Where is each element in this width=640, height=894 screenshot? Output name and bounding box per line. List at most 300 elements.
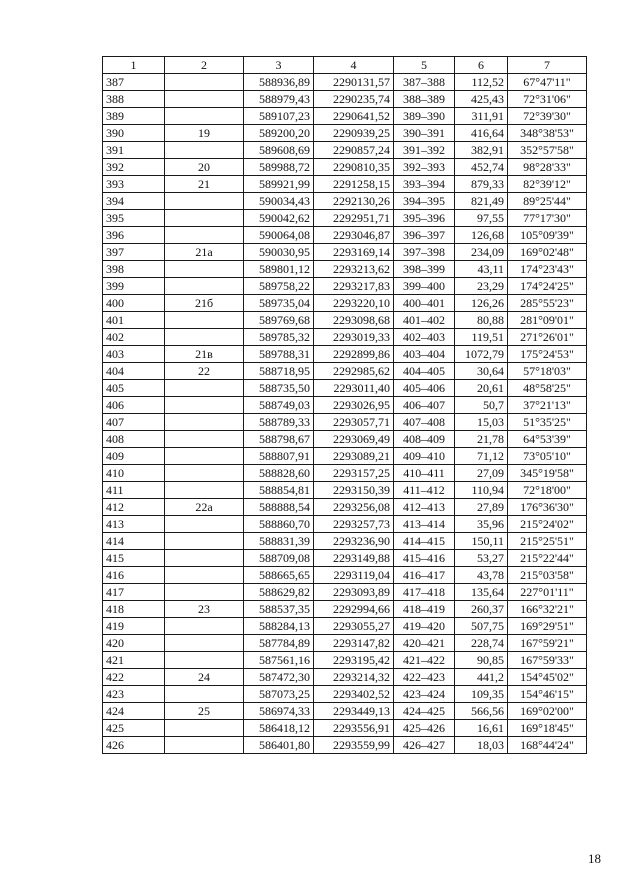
y-coordinate-cell: 2293093,89 <box>314 584 394 601</box>
point-number-cell: 426 <box>103 737 165 754</box>
x-coordinate-cell: 589801,12 <box>244 261 314 278</box>
segment-cell: 407–408 <box>394 414 455 431</box>
table-row <box>103 91 587 108</box>
length-cell: 135,64 <box>455 584 508 601</box>
segment-cell: 389–390 <box>394 108 455 125</box>
segment-cell: 397–398 <box>394 244 455 261</box>
segment-cell: 404–405 <box>394 363 455 380</box>
table-row <box>103 720 587 737</box>
x-coordinate-cell: 588854,81 <box>244 482 314 499</box>
landmark-id-cell <box>165 397 244 414</box>
point-number-cell: 420 <box>103 635 165 652</box>
segment-cell: 406–407 <box>394 397 455 414</box>
length-cell: 27,89 <box>455 499 508 516</box>
bearing-cell: 73°05'10" <box>508 448 587 465</box>
column-header: 6 <box>455 57 508 74</box>
bearing-cell: 98°28'33" <box>508 159 587 176</box>
bearing-cell: 154°46'15" <box>508 686 587 703</box>
point-number-cell: 390 <box>103 125 165 142</box>
column-header: 1 <box>103 57 165 74</box>
x-coordinate-cell: 587561,16 <box>244 652 314 669</box>
bearing-cell: 64°53'39" <box>508 431 587 448</box>
x-coordinate-cell: 589988,72 <box>244 159 314 176</box>
point-number-cell: 408 <box>103 431 165 448</box>
point-number-cell: 404 <box>103 363 165 380</box>
y-coordinate-cell: 2293236,90 <box>314 533 394 550</box>
landmark-id-cell <box>165 618 244 635</box>
landmark-id-cell: 21б <box>165 295 244 312</box>
point-number-cell: 423 <box>103 686 165 703</box>
x-coordinate-cell: 587073,25 <box>244 686 314 703</box>
bearing-cell: 89°25'44" <box>508 193 587 210</box>
segment-cell: 413–414 <box>394 516 455 533</box>
segment-cell: 423–424 <box>394 686 455 703</box>
x-coordinate-cell: 588709,08 <box>244 550 314 567</box>
point-number-cell: 418 <box>103 601 165 618</box>
y-coordinate-cell: 2293257,73 <box>314 516 394 533</box>
segment-cell: 417–418 <box>394 584 455 601</box>
x-coordinate-cell: 588284,13 <box>244 618 314 635</box>
landmark-id-cell <box>165 278 244 295</box>
length-cell: 234,09 <box>455 244 508 261</box>
y-coordinate-cell: 2293213,62 <box>314 261 394 278</box>
segment-cell: 418–419 <box>394 601 455 618</box>
bearing-cell: 215°25'51" <box>508 533 587 550</box>
table-row <box>103 74 587 91</box>
table-row <box>103 550 587 567</box>
bearing-cell: 166°32'21" <box>508 601 587 618</box>
y-coordinate-cell: 2293217,83 <box>314 278 394 295</box>
x-coordinate-cell: 589608,69 <box>244 142 314 159</box>
column-header: 4 <box>314 57 394 74</box>
length-cell: 150,11 <box>455 533 508 550</box>
x-coordinate-cell: 589788,31 <box>244 346 314 363</box>
x-coordinate-cell: 590064,08 <box>244 227 314 244</box>
bearing-cell: 72°39'30" <box>508 108 587 125</box>
y-coordinate-cell: 2292994,66 <box>314 601 394 618</box>
point-number-cell: 396 <box>103 227 165 244</box>
table-row <box>103 346 587 363</box>
y-coordinate-cell: 2290641,52 <box>314 108 394 125</box>
y-coordinate-cell: 2293556,91 <box>314 720 394 737</box>
point-number-cell: 400 <box>103 295 165 312</box>
table-row <box>103 227 587 244</box>
landmark-id-cell <box>165 567 244 584</box>
landmark-id-cell: 21в <box>165 346 244 363</box>
length-cell: 119,51 <box>455 329 508 346</box>
segment-cell: 390–391 <box>394 125 455 142</box>
bearing-cell: 37°21'13" <box>508 397 587 414</box>
x-coordinate-cell: 590034,43 <box>244 193 314 210</box>
length-cell: 21,78 <box>455 431 508 448</box>
point-number-cell: 391 <box>103 142 165 159</box>
bearing-cell: 348°38'53" <box>508 125 587 142</box>
x-coordinate-cell: 589921,99 <box>244 176 314 193</box>
segment-cell: 396–397 <box>394 227 455 244</box>
landmark-id-cell <box>165 635 244 652</box>
table-row <box>103 210 587 227</box>
length-cell: 821,49 <box>455 193 508 210</box>
landmark-id-cell <box>165 210 244 227</box>
point-number-cell: 421 <box>103 652 165 669</box>
y-coordinate-cell: 2290235,74 <box>314 91 394 108</box>
segment-cell: 411–412 <box>394 482 455 499</box>
length-cell: 20,61 <box>455 380 508 397</box>
x-coordinate-cell: 589785,32 <box>244 329 314 346</box>
segment-cell: 400–401 <box>394 295 455 312</box>
point-number-cell: 411 <box>103 482 165 499</box>
point-number-cell: 406 <box>103 397 165 414</box>
bearing-cell: 72°18'00" <box>508 482 587 499</box>
x-coordinate-cell: 588718,95 <box>244 363 314 380</box>
x-coordinate-cell: 588537,35 <box>244 601 314 618</box>
table-row <box>103 533 587 550</box>
bearing-cell: 169°02'00" <box>508 703 587 720</box>
length-cell: 416,64 <box>455 125 508 142</box>
y-coordinate-cell: 2293256,08 <box>314 499 394 516</box>
y-coordinate-cell: 2292130,26 <box>314 193 394 210</box>
segment-cell: 420–421 <box>394 635 455 652</box>
point-number-cell: 409 <box>103 448 165 465</box>
page-number: 18 <box>588 851 601 866</box>
bearing-cell: 169°18'45" <box>508 720 587 737</box>
landmark-id-cell <box>165 329 244 346</box>
y-coordinate-cell: 2293011,40 <box>314 380 394 397</box>
bearing-cell: 168°44'24" <box>508 737 587 754</box>
bearing-cell: 285°55'23" <box>508 295 587 312</box>
y-coordinate-cell: 2293449,13 <box>314 703 394 720</box>
point-number-cell: 424 <box>103 703 165 720</box>
bearing-cell: 154°45'02" <box>508 669 587 686</box>
landmark-id-cell <box>165 533 244 550</box>
x-coordinate-cell: 588749,03 <box>244 397 314 414</box>
segment-cell: 419–420 <box>394 618 455 635</box>
y-coordinate-cell: 2292899,86 <box>314 346 394 363</box>
landmark-id-cell <box>165 431 244 448</box>
length-cell: 53,27 <box>455 550 508 567</box>
segment-cell: 424–425 <box>394 703 455 720</box>
bearing-cell: 281°09'01" <box>508 312 587 329</box>
column-header: 2 <box>165 57 244 74</box>
table-row <box>103 108 587 125</box>
length-cell: 228,74 <box>455 635 508 652</box>
length-cell: 90,85 <box>455 652 508 669</box>
length-cell: 126,68 <box>455 227 508 244</box>
point-number-cell: 388 <box>103 91 165 108</box>
bearing-cell: 227°01'11" <box>508 584 587 601</box>
table-row <box>103 516 587 533</box>
x-coordinate-cell: 588665,65 <box>244 567 314 584</box>
bearing-cell: 174°23'43" <box>508 261 587 278</box>
point-number-cell: 397 <box>103 244 165 261</box>
table-row <box>103 295 587 312</box>
landmark-id-cell <box>165 380 244 397</box>
table-row <box>103 261 587 278</box>
x-coordinate-cell: 587784,89 <box>244 635 314 652</box>
bearing-cell: 82°39'12" <box>508 176 587 193</box>
length-cell: 507,75 <box>455 618 508 635</box>
length-cell: 879,33 <box>455 176 508 193</box>
landmark-id-cell <box>165 516 244 533</box>
point-number-cell: 399 <box>103 278 165 295</box>
column-header: 3 <box>244 57 314 74</box>
y-coordinate-cell: 2293046,87 <box>314 227 394 244</box>
segment-cell: 403–404 <box>394 346 455 363</box>
point-number-cell: 389 <box>103 108 165 125</box>
table-header-row <box>103 57 587 74</box>
landmark-id-cell: 21 <box>165 176 244 193</box>
y-coordinate-cell: 2290810,35 <box>314 159 394 176</box>
bearing-cell: 215°24'02" <box>508 516 587 533</box>
table-row <box>103 397 587 414</box>
x-coordinate-cell: 586418,12 <box>244 720 314 737</box>
length-cell: 71,12 <box>455 448 508 465</box>
length-cell: 80,88 <box>455 312 508 329</box>
x-coordinate-cell: 589769,68 <box>244 312 314 329</box>
y-coordinate-cell: 2293069,49 <box>314 431 394 448</box>
landmark-id-cell: 25 <box>165 703 244 720</box>
point-number-cell: 394 <box>103 193 165 210</box>
bearing-cell: 215°22'44" <box>508 550 587 567</box>
point-number-cell: 393 <box>103 176 165 193</box>
y-coordinate-cell: 2293150,39 <box>314 482 394 499</box>
bearing-cell: 352°57'58" <box>508 142 587 159</box>
x-coordinate-cell: 588979,43 <box>244 91 314 108</box>
segment-cell: 391–392 <box>394 142 455 159</box>
length-cell: 110,94 <box>455 482 508 499</box>
table-row <box>103 703 587 720</box>
y-coordinate-cell: 2293195,42 <box>314 652 394 669</box>
table-row <box>103 652 587 669</box>
table-row <box>103 380 587 397</box>
column-header: 5 <box>394 57 455 74</box>
table-row <box>103 176 587 193</box>
table-row <box>103 244 587 261</box>
length-cell: 260,37 <box>455 601 508 618</box>
bearing-cell: 345°19'58" <box>508 465 587 482</box>
y-coordinate-cell: 2293057,71 <box>314 414 394 431</box>
length-cell: 425,43 <box>455 91 508 108</box>
point-number-cell: 422 <box>103 669 165 686</box>
y-coordinate-cell: 2293098,68 <box>314 312 394 329</box>
length-cell: 452,74 <box>455 159 508 176</box>
segment-cell: 398–399 <box>394 261 455 278</box>
segment-cell: 425–426 <box>394 720 455 737</box>
segment-cell: 422–423 <box>394 669 455 686</box>
y-coordinate-cell: 2293402,52 <box>314 686 394 703</box>
table-row <box>103 329 587 346</box>
y-coordinate-cell: 2290857,24 <box>314 142 394 159</box>
landmark-id-cell: 23 <box>165 601 244 618</box>
segment-cell: 387–388 <box>394 74 455 91</box>
length-cell: 27,09 <box>455 465 508 482</box>
length-cell: 382,91 <box>455 142 508 159</box>
table-row <box>103 567 587 584</box>
point-number-cell: 417 <box>103 584 165 601</box>
x-coordinate-cell: 588860,70 <box>244 516 314 533</box>
landmark-id-cell <box>165 550 244 567</box>
y-coordinate-cell: 2293055,27 <box>314 618 394 635</box>
bearing-cell: 48°58'25" <box>508 380 587 397</box>
y-coordinate-cell: 2293169,14 <box>314 244 394 261</box>
bearing-cell: 271°26'01" <box>508 329 587 346</box>
landmark-id-cell: 22 <box>165 363 244 380</box>
segment-cell: 409–410 <box>394 448 455 465</box>
landmark-id-cell <box>165 91 244 108</box>
length-cell: 43,78 <box>455 567 508 584</box>
segment-cell: 392–393 <box>394 159 455 176</box>
segment-cell: 395–396 <box>394 210 455 227</box>
table-row <box>103 499 587 516</box>
point-number-cell: 401 <box>103 312 165 329</box>
x-coordinate-cell: 588888,54 <box>244 499 314 516</box>
landmark-id-cell <box>165 414 244 431</box>
point-number-cell: 415 <box>103 550 165 567</box>
x-coordinate-cell: 588798,67 <box>244 431 314 448</box>
y-coordinate-cell: 2293147,82 <box>314 635 394 652</box>
y-coordinate-cell: 2291258,15 <box>314 176 394 193</box>
landmark-id-cell <box>165 652 244 669</box>
length-cell: 112,52 <box>455 74 508 91</box>
x-coordinate-cell: 588629,82 <box>244 584 314 601</box>
x-coordinate-cell: 590042,62 <box>244 210 314 227</box>
bearing-cell: 67°47'11" <box>508 74 587 91</box>
landmark-id-cell <box>165 142 244 159</box>
segment-cell: 414–415 <box>394 533 455 550</box>
point-number-cell: 395 <box>103 210 165 227</box>
x-coordinate-cell: 588828,60 <box>244 465 314 482</box>
y-coordinate-cell: 2290131,57 <box>314 74 394 91</box>
point-number-cell: 407 <box>103 414 165 431</box>
length-cell: 50,7 <box>455 397 508 414</box>
table-row <box>103 312 587 329</box>
table-body <box>103 74 587 754</box>
segment-cell: 394–395 <box>394 193 455 210</box>
x-coordinate-cell: 589107,23 <box>244 108 314 125</box>
bearing-cell: 169°02'48" <box>508 244 587 261</box>
landmark-id-cell <box>165 737 244 754</box>
length-cell: 311,91 <box>455 108 508 125</box>
table-row <box>103 363 587 380</box>
landmark-id-cell <box>165 312 244 329</box>
landmark-id-cell <box>165 448 244 465</box>
x-coordinate-cell: 590030,95 <box>244 244 314 261</box>
y-coordinate-cell: 2293220,10 <box>314 295 394 312</box>
landmark-id-cell: 19 <box>165 125 244 142</box>
table-row <box>103 125 587 142</box>
x-coordinate-cell: 586974,33 <box>244 703 314 720</box>
table-row <box>103 465 587 482</box>
length-cell: 35,96 <box>455 516 508 533</box>
landmark-id-cell <box>165 193 244 210</box>
segment-cell: 415–416 <box>394 550 455 567</box>
table-row <box>103 737 587 754</box>
length-cell: 441,2 <box>455 669 508 686</box>
landmark-id-cell: 24 <box>165 669 244 686</box>
landmark-id-cell <box>165 227 244 244</box>
length-cell: 16,61 <box>455 720 508 737</box>
coordinates-table <box>102 56 587 754</box>
landmark-id-cell <box>165 720 244 737</box>
segment-cell: 402–403 <box>394 329 455 346</box>
y-coordinate-cell: 2292951,71 <box>314 210 394 227</box>
point-number-cell: 413 <box>103 516 165 533</box>
y-coordinate-cell: 2292985,62 <box>314 363 394 380</box>
x-coordinate-cell: 588735,50 <box>244 380 314 397</box>
landmark-id-cell <box>165 261 244 278</box>
landmark-id-cell: 20 <box>165 159 244 176</box>
x-coordinate-cell: 588807,91 <box>244 448 314 465</box>
bearing-cell: 175°24'53" <box>508 346 587 363</box>
table-row <box>103 601 587 618</box>
landmark-id-cell <box>165 465 244 482</box>
bearing-cell: 174°24'25" <box>508 278 587 295</box>
table-row <box>103 669 587 686</box>
y-coordinate-cell: 2293559,99 <box>314 737 394 754</box>
segment-cell: 388–389 <box>394 91 455 108</box>
length-cell: 109,35 <box>455 686 508 703</box>
bearing-cell: 77°17'30" <box>508 210 587 227</box>
y-coordinate-cell: 2293214,32 <box>314 669 394 686</box>
x-coordinate-cell: 588936,89 <box>244 74 314 91</box>
point-number-cell: 410 <box>103 465 165 482</box>
table-row <box>103 431 587 448</box>
point-number-cell: 387 <box>103 74 165 91</box>
column-header: 7 <box>508 57 587 74</box>
x-coordinate-cell: 587472,30 <box>244 669 314 686</box>
segment-cell: 393–394 <box>394 176 455 193</box>
y-coordinate-cell: 2293026,95 <box>314 397 394 414</box>
point-number-cell: 416 <box>103 567 165 584</box>
point-number-cell: 392 <box>103 159 165 176</box>
landmark-id-cell <box>165 686 244 703</box>
table-row <box>103 193 587 210</box>
segment-cell: 408–409 <box>394 431 455 448</box>
bearing-cell: 72°31'06" <box>508 91 587 108</box>
segment-cell: 401–402 <box>394 312 455 329</box>
table-row <box>103 159 587 176</box>
table-row <box>103 278 587 295</box>
bearing-cell: 51°35'25" <box>508 414 587 431</box>
table-row <box>103 635 587 652</box>
segment-cell: 426–427 <box>394 737 455 754</box>
table-row <box>103 482 587 499</box>
length-cell: 1072,79 <box>455 346 508 363</box>
point-number-cell: 425 <box>103 720 165 737</box>
x-coordinate-cell: 589758,22 <box>244 278 314 295</box>
table-row <box>103 618 587 635</box>
table-row <box>103 414 587 431</box>
landmark-id-cell <box>165 584 244 601</box>
segment-cell: 416–417 <box>394 567 455 584</box>
bearing-cell: 215°03'58" <box>508 567 587 584</box>
length-cell: 30,64 <box>455 363 508 380</box>
landmark-id-cell: 22a <box>165 499 244 516</box>
length-cell: 126,26 <box>455 295 508 312</box>
x-coordinate-cell: 589200,20 <box>244 125 314 142</box>
point-number-cell: 398 <box>103 261 165 278</box>
segment-cell: 412–413 <box>394 499 455 516</box>
y-coordinate-cell: 2290939,25 <box>314 125 394 142</box>
length-cell: 15,03 <box>455 414 508 431</box>
landmark-id-cell <box>165 108 244 125</box>
length-cell: 566,56 <box>455 703 508 720</box>
length-cell: 43,11 <box>455 261 508 278</box>
table-row <box>103 142 587 159</box>
segment-cell: 399–400 <box>394 278 455 295</box>
y-coordinate-cell: 2293119,04 <box>314 567 394 584</box>
x-coordinate-cell: 588831,39 <box>244 533 314 550</box>
